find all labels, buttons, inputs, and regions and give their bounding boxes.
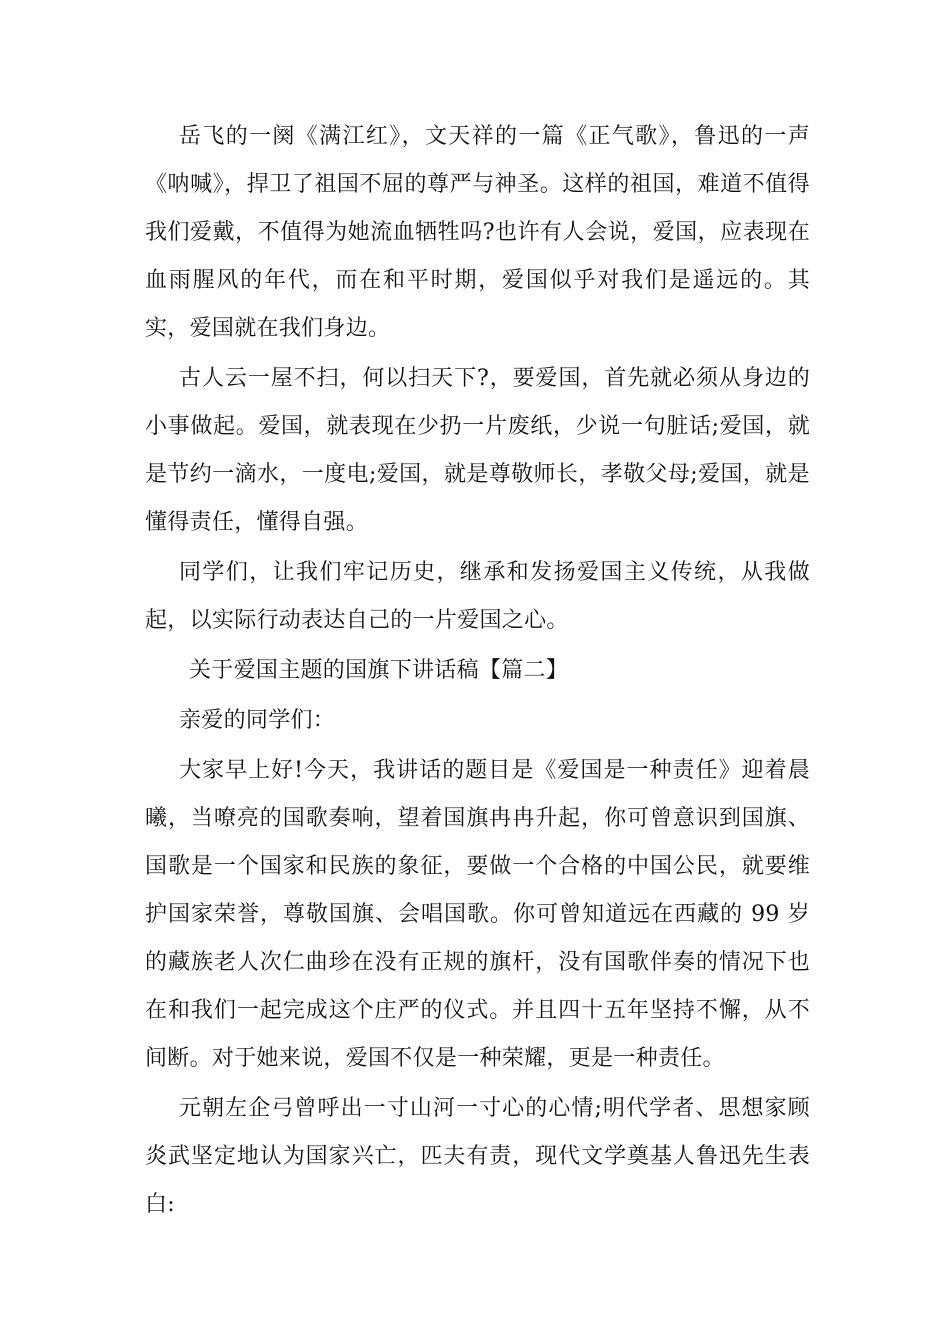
paragraph-patriotism-heroes: 岳飞的一阕《满江红》，文天祥的一篇《正气歌》，鲁迅的一声《呐喊》，捍卫了祖国不屈的尊严与神圣。这样的祖国，难道不值得我们爱戴，不值得为她流血牺牲吗?也许有人会说，爱国，应表现在血雨腥风的年代，而在和平时期，爱国似乎对我们是遥远的。其实，爱国就在我们身边。 xyxy=(145,124,810,341)
paragraph-small-things: 古人云一屋不扫，何以扫天下?，要爱国，首先就必须从身边的小事做起。爱国，就表现在少扔一片废纸，少说一句脏话;爱国，就是节约一滴水，一度电;爱国，就是尊敬师长，孝敬父母;爱国，就是懂得责任，懂得自强。 xyxy=(145,366,810,535)
greeting: 亲爱的同学们： xyxy=(179,708,336,733)
document-body xyxy=(145,113,810,1231)
paragraph-historical-quotes: 元朝左企弓曾呼出一寸山河一寸心的心情;明代学者、思想家顾炎武坚定地认为国家兴亡，匹夫有责，现代文学奠基人鲁迅先生表白: xyxy=(145,1096,810,1217)
section-heading: 关于爱国主题的国旗下讲话稿【篇二】 xyxy=(189,658,569,683)
paragraph-speech-topic: 大家早上好!今天，我讲话的题目是《爱国是一种责任》迎着晨曦，当嘹亮的国歌奏响，望着国旗冉冉升起，你可曾意识到国旗、国歌是一个国家和民族的象征，要做一个合格的中国公民，就要维护国家荣誉，尊敬国旗、会唱国歌。你可曾知道远在西藏的 99 岁的藏族老人次仁曲珍在没有正规的旗杆，没有国歌伴奏的情况下也在和我们一起完成这个庄严的仪式。并且四十五年坚持不懈，从不间断。对于她来说，爱国不仅是一种荣耀，更是一种责任。 xyxy=(145,758,810,1071)
paragraph-call-to-action: 同学们，让我们牢记历史，继承和发扬爱国主义传统，从我做起，以实际行动表达自己的一片爱国之心。 xyxy=(145,560,810,633)
